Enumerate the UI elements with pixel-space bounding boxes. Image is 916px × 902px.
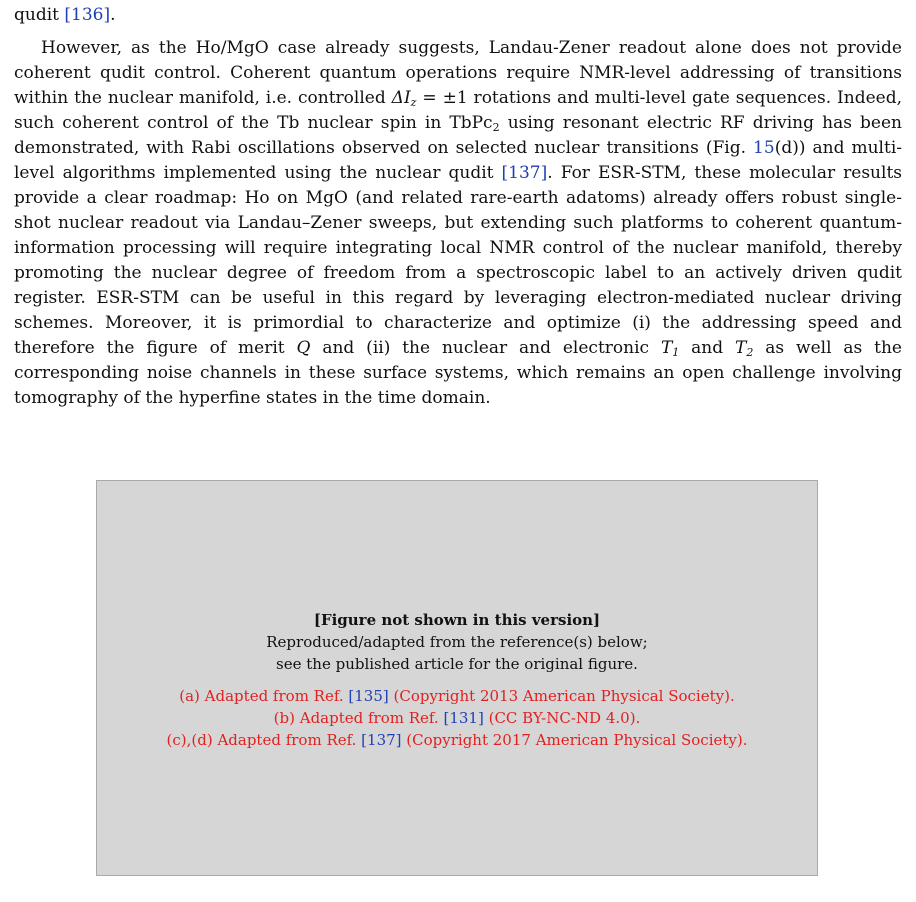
figure-title: [Figure not shown in this version] bbox=[313, 611, 601, 629]
spacer bbox=[97, 675, 817, 685]
credit-text: (b) Adapted from Ref. bbox=[273, 709, 444, 727]
figure-credit bbox=[97, 707, 817, 729]
text-span: . For ESR-STM, these molecular results provide a clear roadmap: Ho on MgO (and related rare-earth adatoms) already offers robust single-shot nuclear readout via Landau–Zener sweeps, but extending such platforms to coherent quantum-information processing will require integrating local NMR control of the nuclear manifold, thereby promoting the nuclear degree of freedom from a spectroscopic label to an actively driven qudit register. ESR-STM can be useful in this regard by leveraging electron-mediated nuclear driving schemes. Moreover, it is primordial to characterize and optimize (i) the addressing speed and therefore the figure of merit bbox=[14, 163, 902, 358]
credit-text: (CC BY-NC-ND 4.0). bbox=[483, 709, 641, 727]
citation-link-136[interactable]: [136] bbox=[64, 5, 111, 25]
math-q: Q bbox=[296, 338, 311, 358]
math-symbol: ΔI bbox=[391, 88, 411, 108]
figure-notice bbox=[97, 609, 817, 751]
figure-note-line: Reproduced/adapted from the reference(s) below; bbox=[266, 633, 648, 651]
math-t1 bbox=[661, 338, 679, 358]
citation-link-131[interactable]: [131] bbox=[443, 709, 484, 727]
citation-link-135[interactable]: [135] bbox=[348, 687, 389, 705]
figure-note-line: see the published article for the original figure. bbox=[276, 655, 638, 673]
math-symbol: T bbox=[660, 338, 673, 358]
text-span: as well as the corresponding noise channels in these surface systems, which remains an open challenge involving tomography of the hyperfine states in the time domain. bbox=[14, 338, 902, 408]
math-subscript: 2 bbox=[746, 346, 754, 359]
figure-credit bbox=[97, 685, 817, 707]
paragraph-tail: qudit [136]. bbox=[14, 5, 116, 25]
figure-placeholder bbox=[96, 480, 818, 876]
credit-text: (Copyright 2013 American Physical Society). bbox=[388, 687, 735, 705]
text-span: and bbox=[679, 338, 736, 358]
math-symbol: T bbox=[735, 338, 747, 358]
math-subscript: 1 bbox=[672, 346, 680, 359]
text-span: (d)) and multi-level algorithms implemented using the nuclear qudit bbox=[14, 138, 902, 183]
subscript: 2 bbox=[492, 121, 500, 134]
citation-link-137[interactable]: [137] bbox=[361, 731, 402, 749]
credit-text: (Copyright 2017 American Physical Society). bbox=[401, 731, 748, 749]
math-t2 bbox=[735, 338, 753, 358]
text-span: = ±1 rotations and multi-level gate sequences. Indeed, such coherent control of the Tb nuclear spin in TbPc bbox=[14, 88, 902, 133]
body-paragraph bbox=[14, 36, 902, 411]
credit-text: (a) Adapted from Ref. bbox=[179, 687, 349, 705]
text-span: and (ii) the nuclear and electronic bbox=[310, 338, 661, 358]
citation-link-137[interactable]: [137] bbox=[501, 163, 548, 183]
math-delta-i bbox=[392, 88, 417, 108]
figure-link-15[interactable]: 15 bbox=[753, 138, 775, 158]
figure-credit bbox=[97, 729, 817, 751]
math-subscript: z bbox=[410, 96, 417, 109]
text-span: using resonant electric RF driving has been demonstrated, with Rabi oscillations observed on selected nuclear transitions (Fig. bbox=[14, 113, 903, 158]
text-span: However, as the Ho/MgO case already suggests, Landau-Zener readout alone does not provide coherent qudit control. Coherent quantum operations require NMR-level addressing of transitions within the nuclear manifold, i.e. controlled bbox=[14, 38, 902, 108]
text-span: qudit bbox=[14, 5, 59, 25]
credit-text: (c),(d) Adapted from Ref. bbox=[166, 731, 362, 749]
